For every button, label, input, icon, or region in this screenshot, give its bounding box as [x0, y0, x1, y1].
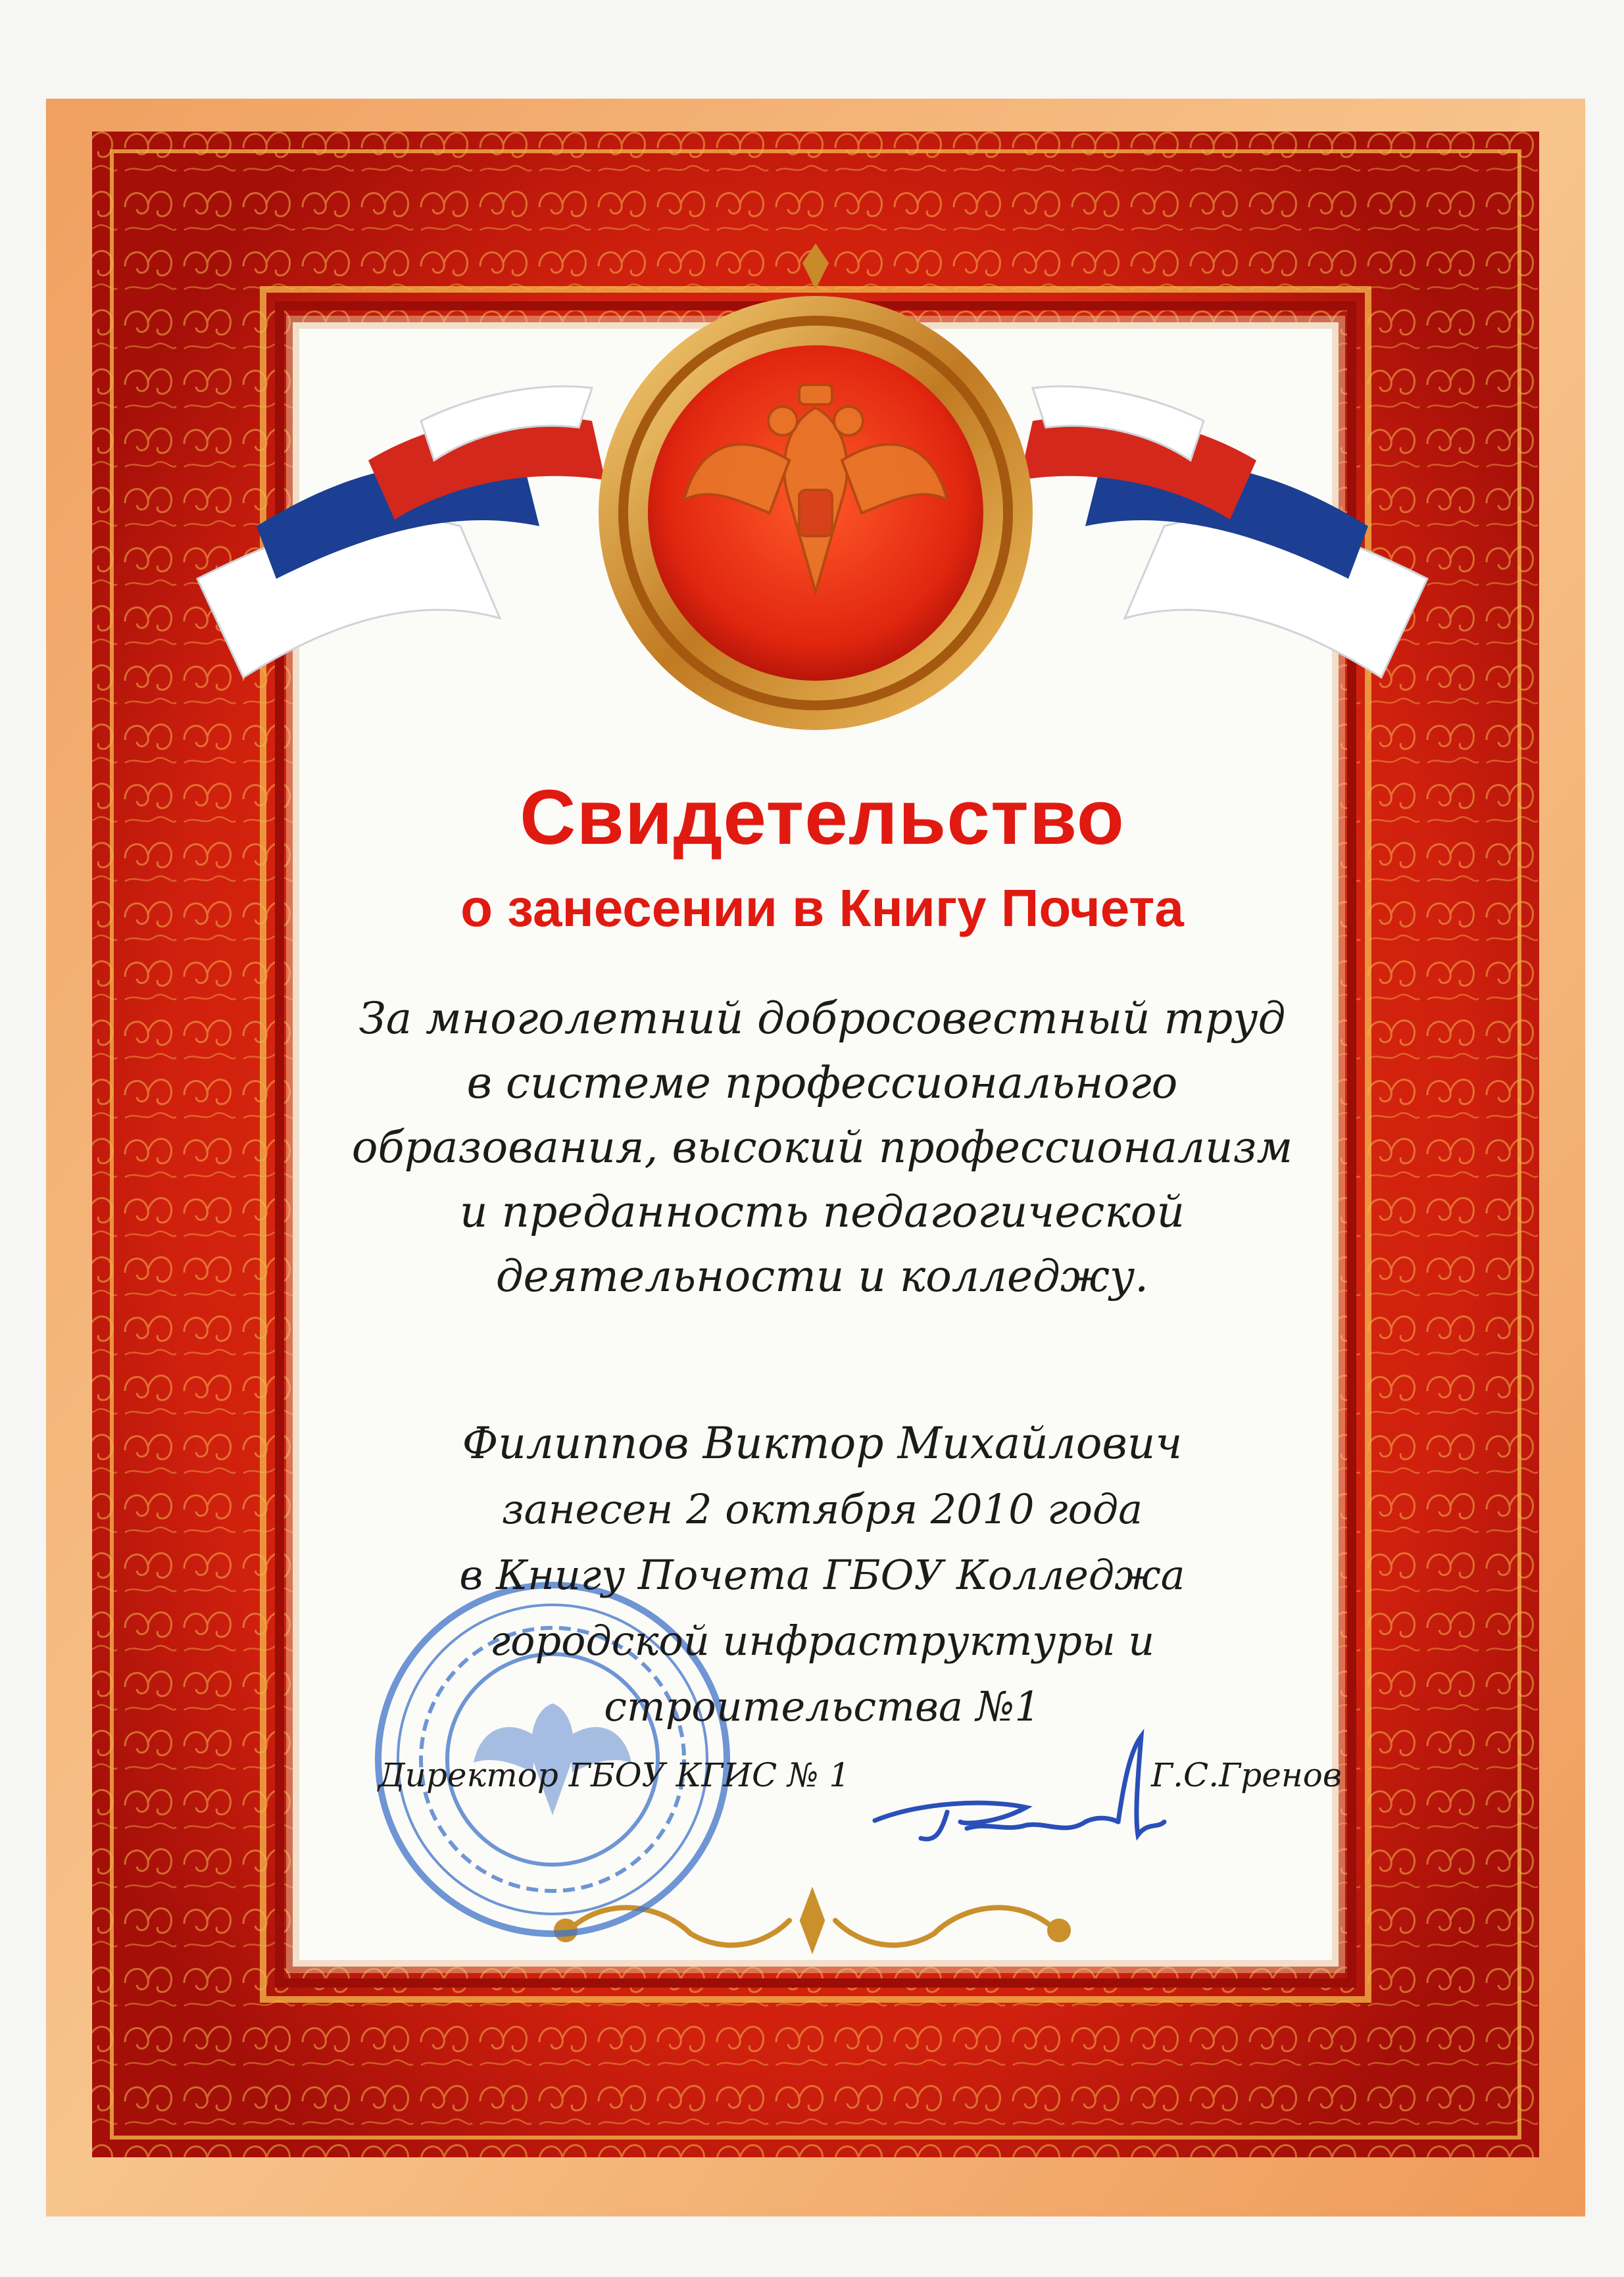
signatory-name: Г.С.Гренов — [1151, 1756, 1342, 1794]
award-line: занесен 2 октября 2010 года — [501, 1485, 1143, 1533]
certificate-title: Свидетельство — [520, 774, 1125, 861]
award-line: строительства №1 — [604, 1682, 1041, 1730]
certificate-subtitle: о занесении в Книгу Почета — [460, 879, 1184, 937]
signatory-title: Директор ГБОУ КГИС № 1 — [378, 1756, 850, 1794]
award-reason — [309, 987, 1335, 1309]
recipient-name: Филиппов Виктор Михайлович — [462, 1418, 1183, 1469]
award-line: городской инфраструктуры и — [489, 1617, 1155, 1665]
reason-line: деятельности и колледжу. — [495, 1251, 1149, 1302]
reason-line: в системе профессионального — [466, 1058, 1178, 1108]
award-details — [309, 1411, 1335, 1740]
award-line: в Книгу Почета ГБОУ Колледжа — [459, 1551, 1185, 1599]
reason-line: и преданность педагогической — [459, 1187, 1185, 1237]
reason-line: образования, высокий профессионализм — [351, 1122, 1293, 1173]
reason-line: За многолетний добросовестный труд — [358, 993, 1286, 1044]
